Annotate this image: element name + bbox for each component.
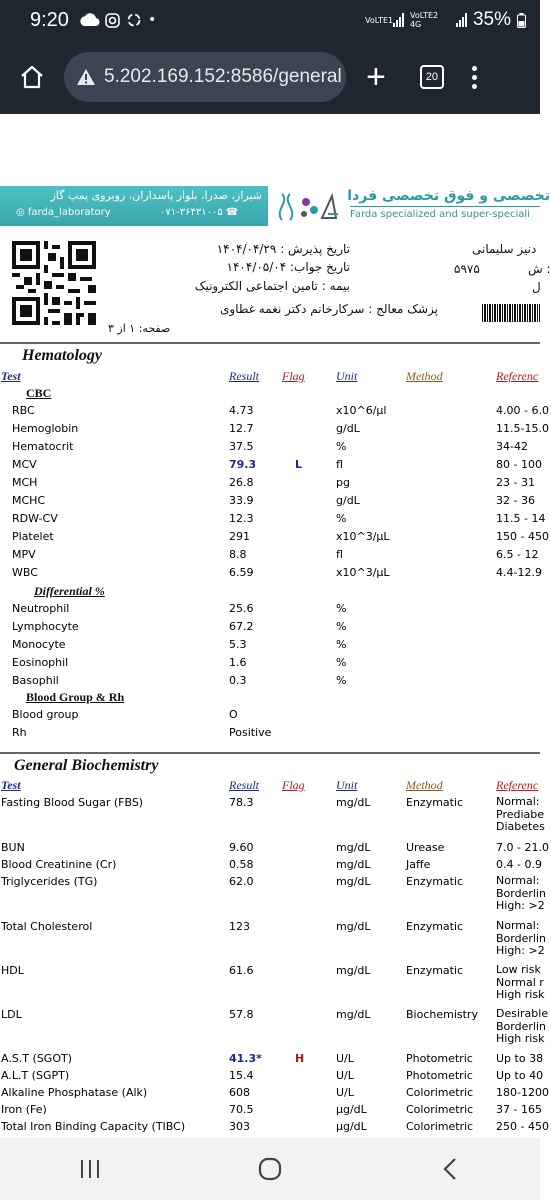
- blood-group-title: Blood Group & Rh: [26, 690, 125, 704]
- table-row: Alkaline Phosphatase (Alk) 608 U/L Colorimetric 180-1200: [1, 1086, 549, 1099]
- dot-icon: •: [147, 12, 157, 28]
- table-row: MCHC 33.9 g/dL 32 - 36: [12, 494, 535, 507]
- status-time: 9:20: [30, 8, 69, 31]
- lab-name-en: Farda specialized and super-speciali: [350, 209, 530, 220]
- table-row: Hematocrit 37.5 % 34-42: [12, 440, 528, 453]
- status-right: [365, 9, 526, 31]
- insurance: بیمه : تامین اجتماعی الکترونیک: [194, 279, 350, 293]
- url-bar[interactable]: [64, 52, 346, 102]
- lab-instagram: ◎ farda_laboratory: [16, 207, 111, 218]
- sync-icon: [126, 12, 142, 28]
- differential-title: Differential %: [34, 584, 105, 598]
- recent-apps-icon: [79, 1159, 101, 1179]
- col-test: Test: [1, 778, 21, 792]
- table-row: Blood Creatinine (Cr) 0.58 mg/dL Jaffe 0.4 - 0.9: [1, 858, 542, 871]
- col-method: Method: [406, 369, 443, 383]
- table-row: Lymphocyte 67.2 %: [12, 620, 347, 633]
- back-icon: [442, 1157, 458, 1181]
- home-nav-button[interactable]: [240, 1149, 300, 1189]
- doctor: پزشک معالج : سرکارخانم دکتر نغمه غطاوی: [220, 302, 438, 316]
- table-row: Neutrophil 25.6 %: [12, 602, 347, 615]
- table-row: HDL 61.6 mg/dL Enzymatic Low risk Normal r High risk: [1, 963, 545, 1001]
- qr-code: [12, 241, 96, 325]
- url-text: 5.202.169.152:8586/general: [104, 66, 342, 87]
- lab-header: [0, 186, 550, 236]
- table-row: MPV 8.8 fl 6.5 - 12: [12, 548, 539, 561]
- col-unit: Unit: [336, 369, 358, 383]
- signal2-icon: [456, 13, 467, 27]
- overflow-menu-button[interactable]: [472, 66, 477, 89]
- table-row: Total Iron Binding Capacity (TIBC) 303 µg/dL Colorimetric 250 - 450: [1, 1120, 549, 1133]
- admit-date: تاریخ پذیرش : ۱۴۰۴/۰۴/۲۹: [216, 242, 350, 256]
- signal1-icon: [393, 13, 404, 27]
- table-row: MCH 26.8 pg 23 - 31: [12, 476, 535, 489]
- home-button[interactable]: [12, 57, 52, 97]
- col-unit: Unit: [336, 778, 358, 792]
- table-row: Fasting Blood Sugar (FBS) 78.3 mg/dL Enzymatic Normal: Prediabe Diabetes: [1, 795, 545, 833]
- table-row: Iron (Fe) 70.5 µg/dL Colorimetric 37 - 165: [1, 1103, 542, 1116]
- instagram-icon: [105, 13, 120, 28]
- system-nav-bar: [0, 1138, 540, 1200]
- col-flag: Flag: [282, 369, 305, 383]
- table-row: A.S.T (SGOT) 41.3* H U/L Photometric Up to 38: [1, 1052, 544, 1065]
- network2-label: VoLTE2 4G: [409, 11, 439, 29]
- new-tab-button[interactable]: +: [366, 58, 386, 96]
- header-separator: [0, 342, 540, 344]
- table-row: RDW-CV 12.3 % 11.5 - 14: [12, 512, 546, 525]
- lab-name-fa: تخصصی و فوق تخصصی فردا: [347, 188, 550, 204]
- cbc-title: CBC: [26, 386, 52, 400]
- hematology-title: Hematology: [22, 347, 102, 364]
- table-row: Basophil 0.3 %: [12, 674, 347, 687]
- table-row: Total Cholesterol 123 mg/dL Enzymatic Normal: Borderlin High: >2: [1, 919, 546, 957]
- col-result: Result: [229, 778, 259, 792]
- col-reference: Referenc: [496, 369, 539, 383]
- table-row: Rh Positive: [12, 726, 272, 739]
- lab-address: شیراز، صدرا، بلوار پاسداران، روبروی پمپ گاز: [50, 189, 262, 202]
- notification-icons: [79, 12, 156, 28]
- battery-icon: [517, 13, 526, 28]
- section-separator: [0, 752, 540, 754]
- barcode: [482, 304, 540, 322]
- tab-switcher-button[interactable]: 20: [420, 65, 444, 89]
- status-bar: [0, 0, 540, 40]
- patient-id: ۵۹۷۵: [454, 262, 480, 276]
- patient-id-label: ش :: [528, 262, 551, 276]
- recent-apps-button[interactable]: [60, 1149, 120, 1189]
- table-row: Triglycerides (TG) 62.0 mg/dL Enzymatic Normal: Borderlin High: >2: [1, 874, 546, 912]
- home-circle-icon: [258, 1157, 282, 1181]
- col-test: Test: [1, 369, 21, 383]
- table-row: Eosinophil 1.6 %: [12, 656, 347, 669]
- lab-phone: ۰۷۱-۳۶۴۳۱۰۰۵ ☎: [160, 207, 239, 218]
- table-row: RBC 4.73 x10^6/µl 4.00 - 6.0: [12, 404, 549, 417]
- battery-percent: 35%: [472, 9, 511, 30]
- biochem-title: General Biochemistry: [14, 757, 159, 774]
- table-row: Platelet 291 x10^3/µL 150 - 450: [12, 530, 549, 543]
- table-row: Blood group O: [12, 708, 238, 721]
- table-row: Monocyte 5.3 %: [12, 638, 347, 651]
- lab-rule: [350, 206, 540, 207]
- report-document[interactable]: [0, 114, 551, 1138]
- patient-gender-label: ل: [532, 280, 541, 294]
- col-method: Method: [406, 778, 443, 792]
- network1-label: VoLTE1: [364, 15, 394, 25]
- home-icon: [19, 64, 45, 90]
- table-row: LDL 57.8 mg/dL Biochemistry Desirable Borderlin High risk: [1, 1007, 549, 1045]
- table-row: Hemoglobin 12.7 g/dL 11.5-15.0: [12, 422, 549, 435]
- table-row: WBC 6.59 x10^3/µL 4.4-12.9: [12, 566, 542, 579]
- table-row: MCV 79.3 L fl 80 - 100: [12, 458, 542, 471]
- col-flag: Flag: [282, 778, 305, 792]
- table-row: A.L.T (SGPT) 15.4 U/L Photometric Up to 40: [1, 1069, 544, 1082]
- page-number: صفحه: ۱ از ۳: [108, 322, 171, 335]
- patient-name: دنیز سلیمانی: [472, 242, 537, 256]
- back-button[interactable]: [420, 1149, 480, 1189]
- table-row: BUN 9.60 mg/dL Urease 7.0 - 21.0: [1, 841, 549, 854]
- lab-logo-icon: [276, 190, 342, 224]
- col-reference: Referenc: [496, 778, 539, 792]
- cloud-icon: [79, 14, 99, 26]
- warning-icon: [76, 68, 96, 86]
- browser-toolbar: [0, 40, 540, 114]
- answer-date: تاریخ جواب: ۱۴۰۴/۰۵/۰۴: [226, 260, 350, 274]
- col-result: Result: [229, 369, 259, 383]
- lab-contact-bar: [0, 186, 268, 226]
